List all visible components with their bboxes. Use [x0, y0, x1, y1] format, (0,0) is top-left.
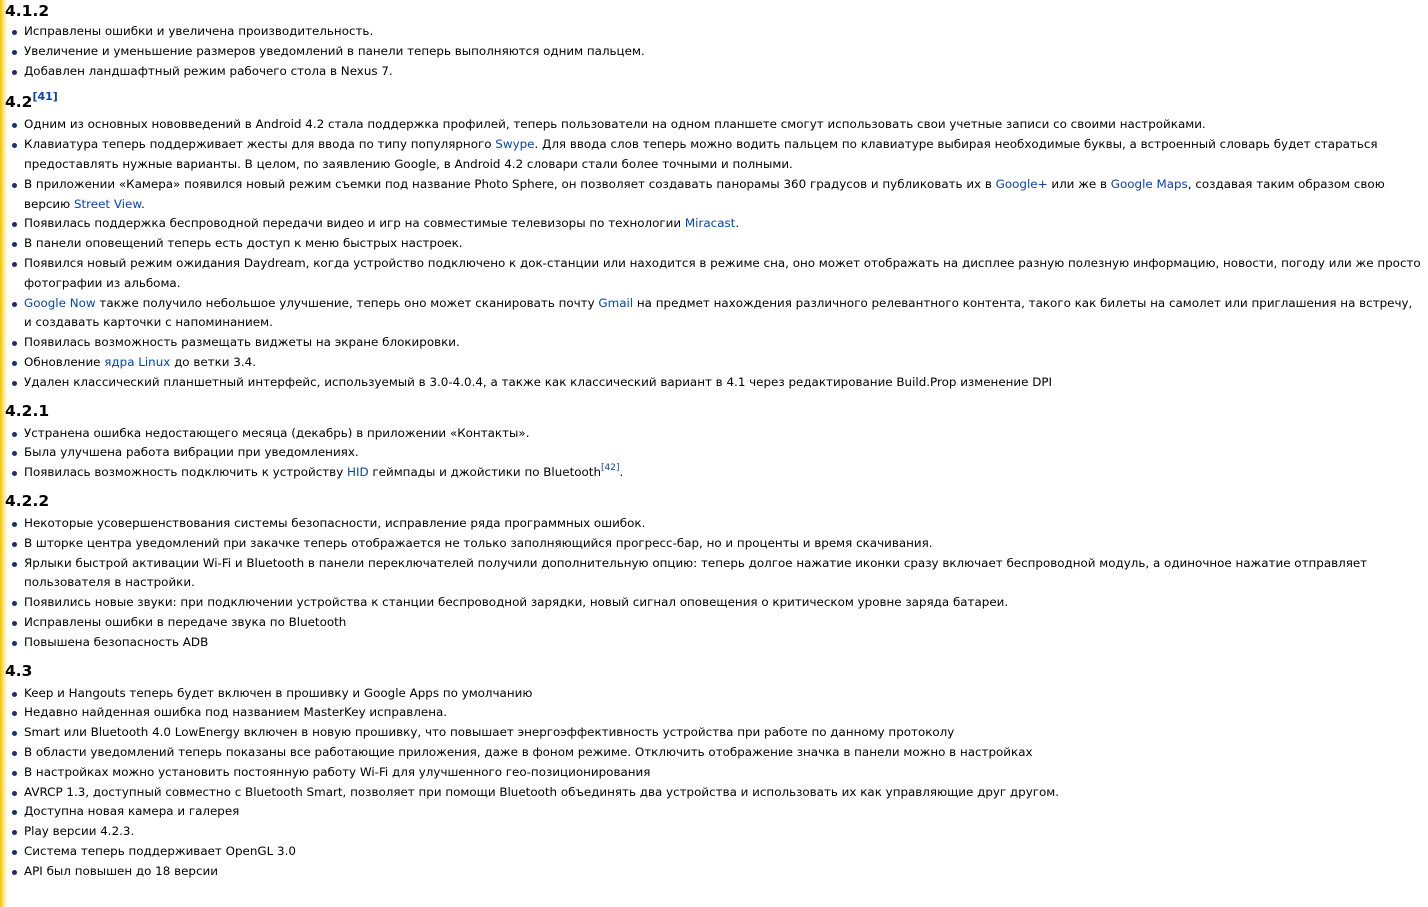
item-text: .	[619, 465, 624, 480]
list-item	[5, 62, 1428, 82]
wiki-link[interactable]: Swype	[495, 137, 535, 152]
list-item	[5, 463, 1428, 483]
item-text: Keep и Hangouts теперь будет включен в прошивку и Google Apps по умолчанию	[24, 685, 533, 700]
section-heading: 4.3	[5, 661, 33, 680]
wiki-link[interactable]: HID	[347, 465, 369, 480]
wiki-link[interactable]: ядра Linux	[104, 354, 171, 369]
list-item	[5, 254, 1428, 294]
list-item	[5, 214, 1428, 234]
item-text: Появилась возможность подключить к устройству	[24, 465, 348, 480]
item-text: Добавлен ландшафтный режим рабочего стола в Nexus 7.	[24, 63, 393, 78]
list-item	[5, 514, 1428, 534]
item-text: Появилась поддержка беспроводной передачи видео и игр на совместимые телевизоры по технологии	[24, 216, 685, 231]
list-item	[5, 42, 1428, 62]
item-text: Одним из основных нововведений в Android 4.2 стала поддержка профилей, теперь пользователи на одном планшете смогут использовать свои учетные записи со своими настройками.	[24, 117, 1206, 132]
changelog-list	[5, 514, 1428, 653]
section-4-2-1	[5, 398, 1428, 483]
section-heading: 4.2[41]	[5, 90, 58, 112]
list-item	[5, 763, 1428, 783]
item-text: .	[735, 216, 740, 231]
section-heading: 4.2.1	[5, 401, 50, 420]
item-text: Недавно найденная ошибка под названием MasterKey исправлена.	[24, 705, 448, 720]
wiki-link[interactable]: Street View	[73, 196, 141, 211]
list-item	[5, 554, 1428, 594]
section-heading: 4.1.2	[5, 2, 50, 20]
item-text: Повышена безопасность ADB	[24, 634, 209, 649]
item-text: В приложении «Камера» появился новый режим съемки под название Photo Sphere, он позволяет создавать панорамы 360 градусов и публиковать их в	[24, 176, 996, 191]
item-text: также получило небольшое улучшение, теперь оно может сканировать почту	[95, 295, 599, 310]
list-item	[5, 294, 1428, 334]
list-item	[5, 234, 1428, 254]
item-text: В шторке центра уведомлений при закачке теперь отображается не только заполняющийся прогресс-бар, но и проценты и время скачивания.	[24, 535, 933, 550]
list-item	[5, 353, 1428, 373]
item-text: или же в	[1047, 176, 1111, 191]
item-text: Доступна новая камера и галерея	[24, 804, 240, 819]
item-text: Клавиатура теперь поддерживает жесты для ввода по типу популярного	[24, 137, 496, 152]
item-text: Обновление	[24, 354, 105, 369]
list-item	[5, 22, 1428, 42]
item-text: Появились новые звуки: при подключении устройства к станции беспроводной зарядки, новый сигнал оповещения о критическом уровне заряда батареи.	[24, 595, 1009, 610]
changelog-list	[5, 684, 1428, 882]
item-text: Появилась возможность размещать виджеты на экране блокировки.	[24, 335, 460, 350]
item-text: Ярлыки быстрой активации Wi-Fi и Bluetooth в панели переключателей получили дополнительную опцию: теперь долгое нажатие иконки сразу включает беспроводной модуль, а одиночное нажатие отправляет пользователя в настройки.	[24, 555, 1368, 590]
item-text: , создавая таким образом свою версию	[24, 176, 1385, 211]
wiki-link[interactable]: Miracast	[684, 216, 736, 231]
section-4-1-2	[5, 0, 1428, 81]
list-item	[5, 822, 1428, 842]
section-4-2	[5, 89, 1428, 392]
list-item	[5, 593, 1428, 613]
article-content	[5, 0, 1428, 881]
item-text: Play версии 4.2.3.	[24, 824, 135, 839]
citation-link[interactable]: [41]	[32, 90, 58, 104]
list-item	[5, 613, 1428, 633]
item-text: Удален классический планшетный интерфейс, используемый в 3.0-4.0.4, а также как классический вариант в 4.1 через редактирование Build.Prop изменение DPI	[24, 374, 1053, 389]
item-text: Исправлены ошибки в передаче звука по Bluetooth	[24, 614, 347, 629]
list-item	[5, 333, 1428, 353]
item-text: Появился новый режим ожидания Daydream, когда устройство подключено к док-станции или находится в режиме сна, оно может отображать на дисплее разную полезную информацию, новости, погоду или же просто фотографии из альбома.	[24, 255, 1421, 290]
list-item	[5, 743, 1428, 763]
list-item	[5, 115, 1428, 135]
section-4-3	[5, 658, 1428, 882]
list-item	[5, 783, 1428, 803]
list-item	[5, 443, 1428, 463]
item-text: В настройках можно установить постоянную работу Wi-Fi для улучшенного гео-позиционирования	[24, 764, 651, 779]
list-item	[5, 424, 1428, 444]
item-text: геймпады и джойстики по Bluetooth	[368, 465, 601, 480]
list-item	[5, 373, 1428, 393]
changelog-list	[5, 22, 1428, 81]
item-text: Некоторые усовершенствования системы безопасности, исправление ряда программных ошибок.	[24, 515, 646, 530]
item-text: Устранена ошибка недостающего месяца (декабрь) в приложении «Контакты».	[24, 425, 530, 440]
wiki-link[interactable]: Google Maps	[1110, 176, 1188, 191]
list-item	[5, 723, 1428, 743]
item-text: . Для ввода слов теперь можно водить пальцем по клавиатуре выбирая необходимые буквы, а встроенный словарь будет стараться предоставлять нужные варианты. В целом, по заявлению Google, в Android 4.2 словари стали более точными и полными.	[24, 137, 1378, 171]
item-text: В области уведомлений теперь показаны все работающие приложения, даже в фоном режиме. Отключить отображение значка в панели можно в настройках	[24, 744, 1033, 759]
list-item	[5, 135, 1428, 175]
list-item	[5, 842, 1428, 862]
section-heading: 4.2.2	[5, 491, 50, 510]
citation-link[interactable]: [42]	[601, 463, 620, 474]
wiki-link[interactable]: Google Now	[24, 295, 96, 310]
item-text: Smart или Bluetooth 4.0 LowEnergy включен в новую прошивку, что повышает энергоэффективность устройства при работе по данному протоколу	[24, 725, 955, 740]
item-text: Исправлены ошибки и увеличена производительность.	[24, 24, 374, 38]
changelog-list	[5, 115, 1428, 392]
list-item	[5, 862, 1428, 882]
list-item	[5, 703, 1428, 723]
item-text: Увеличение и уменьшение размеров уведомлений в панели теперь выполняются одним пальцем.	[24, 43, 645, 58]
changelog-list	[5, 424, 1428, 483]
item-text: В панели оповещений теперь есть доступ к меню быстрых настроек.	[24, 236, 463, 251]
list-item	[5, 802, 1428, 822]
list-item	[5, 175, 1428, 215]
wiki-link[interactable]: Gmail	[598, 295, 634, 310]
list-item	[5, 684, 1428, 704]
list-item	[5, 633, 1428, 653]
item-text: .	[140, 196, 145, 211]
item-text: Была улучшена работа вибрации при уведомлениях.	[24, 445, 359, 460]
item-text: до ветки 3.4.	[170, 354, 256, 369]
item-text: на предмет нахождения различного релевантного контента, такого как билеты на самолет или приглашения на встречу, и создавать карточки с напоминанием.	[24, 295, 1413, 330]
item-text: AVRCP 1.3, доступный совместно с Bluetooth Smart, позволяет при помощи Bluetooth объединять два устройства и использовать их как управляющие друг другом.	[24, 784, 1060, 799]
list-item	[5, 534, 1428, 554]
wiki-link[interactable]: Google+	[995, 176, 1048, 191]
section-4-2-2	[5, 488, 1428, 653]
item-text: Система теперь поддерживает OpenGL 3.0	[24, 843, 296, 858]
item-text: API был повышен до 18 версии	[24, 863, 218, 878]
